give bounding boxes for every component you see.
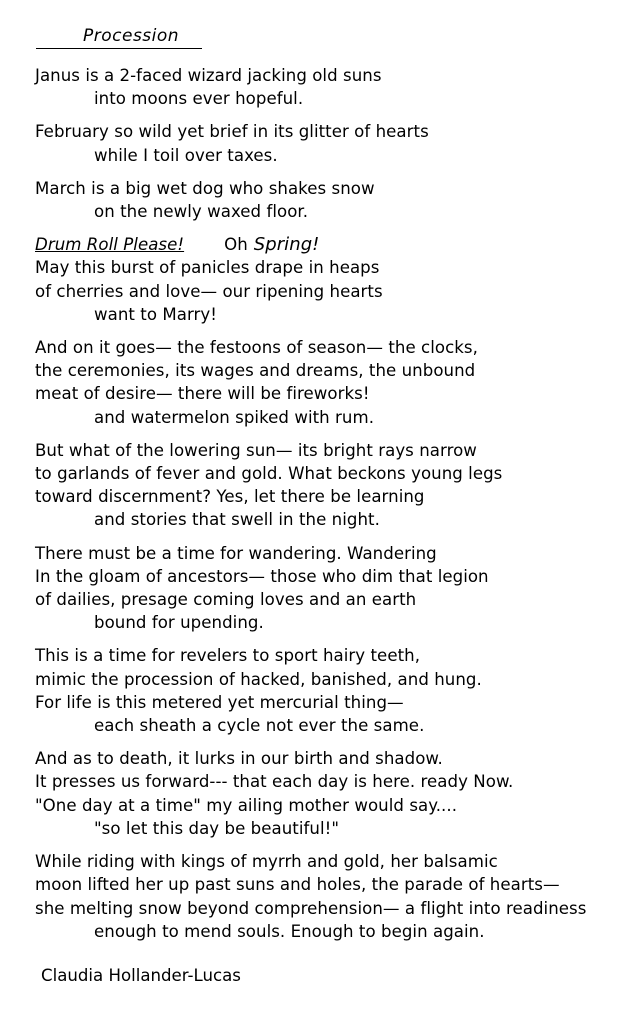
poem-line-indented: want to Marry! bbox=[94, 304, 217, 324]
stanza bbox=[35, 177, 625, 223]
poem-line: While riding with kings of myrrh and gold, her balsamic bbox=[35, 852, 498, 872]
poem-line: to garlands of fever and gold. What beckons young legs bbox=[35, 464, 503, 484]
poem-line: of cherries and love— our ripening hearts bbox=[35, 281, 383, 301]
poem-body bbox=[35, 64, 625, 953]
poem-line: "One day at a time" my ailing mother would say.... bbox=[35, 795, 458, 815]
poem-line-indented: bound for upending. bbox=[94, 613, 264, 633]
poem-line: meat of desire— there will be fireworks! bbox=[35, 384, 370, 404]
stanza bbox=[35, 120, 625, 166]
poem-line-indented: "so let this day be beautiful!" bbox=[94, 818, 340, 838]
poem-title: Procession bbox=[83, 26, 180, 46]
poem-line: she melting snow beyond comprehension— a flight into readiness bbox=[35, 898, 587, 918]
title-underline bbox=[36, 26, 202, 49]
poem-line: May this burst of panicles drape in heaps bbox=[35, 258, 380, 278]
poem-line: For life is this metered yet mercurial thing— bbox=[35, 692, 404, 712]
poem-line-indented: each sheath a cycle not ever the same. bbox=[94, 716, 425, 736]
poem-line: the ceremonies, its wages and dreams, the unbound bbox=[35, 361, 476, 381]
poem-line-indented: and stories that swell in the night. bbox=[94, 510, 380, 530]
oh-text: Oh bbox=[224, 235, 248, 255]
poem-line: mimic the procession of hacked, banished, and hung. bbox=[35, 669, 482, 689]
stanza bbox=[35, 542, 625, 635]
poem-line bbox=[35, 233, 625, 256]
poem-line-indented: into moons ever hopeful. bbox=[94, 89, 304, 109]
stanza bbox=[35, 850, 625, 943]
stanza bbox=[35, 644, 625, 737]
stanza bbox=[35, 233, 625, 326]
poem-line-indented: on the newly waxed floor. bbox=[94, 202, 309, 222]
poem-line: In the gloam of ancestors— those who dim that legion bbox=[35, 566, 489, 586]
poem-line: But what of the lowering sun— its bright rays narrow bbox=[35, 440, 477, 460]
poem-line: March is a big wet dog who shakes snow bbox=[35, 178, 375, 198]
author-name: Claudia Hollander-Lucas bbox=[41, 966, 241, 985]
stanza bbox=[35, 747, 625, 840]
poem-line: And on it goes— the festoons of season— the clocks, bbox=[35, 338, 478, 358]
poem-line-indented: and watermelon spiked with rum. bbox=[94, 407, 375, 427]
poem-line-indented: enough to mend souls. Enough to begin again. bbox=[94, 921, 485, 941]
poem-line: of dailies, presage coming loves and an earth bbox=[35, 590, 417, 610]
stanza bbox=[35, 336, 625, 429]
poem-line: It presses us forward--- that each day is here. ready Now. bbox=[35, 772, 514, 792]
poem-line: moon lifted her up past suns and holes, the parade of hearts— bbox=[35, 875, 560, 895]
spring-text: Spring! bbox=[253, 234, 320, 256]
poem-line: February so wild yet brief in its glitter of hearts bbox=[35, 122, 429, 142]
drum-roll-text: Drum Roll Please! bbox=[35, 235, 185, 255]
poem-line-indented: while I toil over taxes. bbox=[94, 145, 278, 165]
poem-line: There must be a time for wandering. Wandering bbox=[35, 543, 437, 563]
stanza bbox=[35, 64, 625, 110]
poem-line: toward discernment? Yes, let there be learning bbox=[35, 487, 425, 507]
poem-line: This is a time for revelers to sport hairy teeth, bbox=[35, 646, 421, 666]
poem-line: Janus is a 2-faced wizard jacking old suns bbox=[35, 66, 382, 85]
poem-line: And as to death, it lurks in our birth and shadow. bbox=[35, 749, 443, 769]
stanza bbox=[35, 439, 625, 532]
